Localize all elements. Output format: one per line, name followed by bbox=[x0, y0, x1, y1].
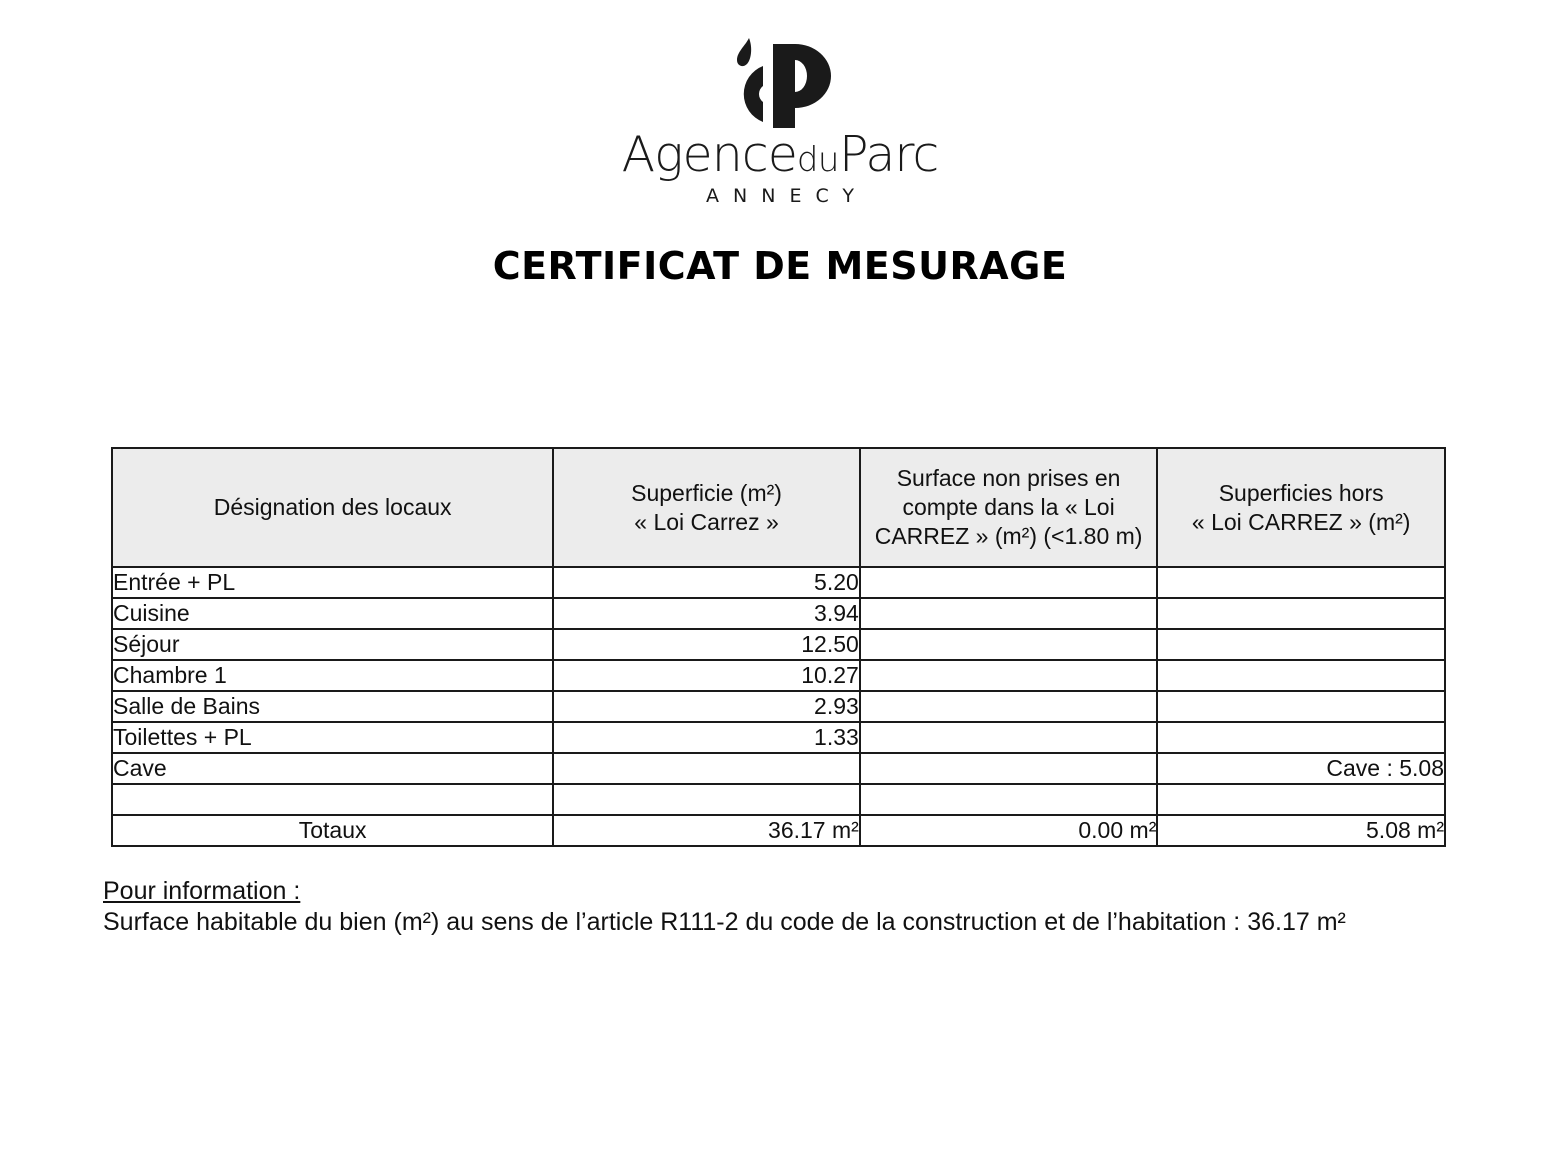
table-row bbox=[112, 567, 1445, 598]
brand-city: ANNECY bbox=[706, 185, 868, 207]
row-carrez: 10.27 bbox=[553, 660, 860, 691]
header-non-prises: Surface non prises en compte dans la « Loi CARREZ » (m²) (<1.80 m) bbox=[860, 448, 1158, 567]
row-non-prises bbox=[860, 629, 1158, 660]
row-hors bbox=[1157, 598, 1445, 629]
totals-carrez: 36.17 m² bbox=[553, 815, 860, 846]
document-title: CERTIFICAT DE MESURAGE bbox=[492, 244, 1068, 288]
table-row bbox=[112, 753, 1445, 784]
header-hors bbox=[1157, 448, 1445, 567]
header-carrez bbox=[553, 448, 860, 567]
brand-parc: Parc bbox=[838, 126, 939, 183]
brand-du: du bbox=[796, 140, 839, 180]
header-carrez-line1: Superficie (m²) bbox=[631, 479, 782, 506]
row-non-prises bbox=[860, 598, 1158, 629]
agency-logo bbox=[0, 36, 1560, 207]
row-hors: Cave : 5.08 bbox=[1157, 753, 1445, 784]
row-designation: Toilettes + PL bbox=[112, 722, 553, 753]
info-heading: Pour information : bbox=[103, 877, 301, 905]
row-non-prises bbox=[860, 784, 1158, 815]
row-carrez: 1.33 bbox=[553, 722, 860, 753]
header-hors-line2: « Loi CARREZ » (m²) bbox=[1191, 508, 1411, 535]
table-row bbox=[112, 598, 1445, 629]
row-non-prises bbox=[860, 722, 1158, 753]
totals-row bbox=[112, 815, 1445, 846]
row-carrez bbox=[553, 784, 860, 815]
totals-hors: 5.08 m² bbox=[1157, 815, 1445, 846]
row-hors bbox=[1157, 722, 1445, 753]
row-designation: Chambre 1 bbox=[112, 660, 553, 691]
table-row bbox=[112, 722, 1445, 753]
totals-label: Totaux bbox=[112, 815, 553, 846]
table-row bbox=[112, 629, 1445, 660]
info-section bbox=[103, 876, 1453, 938]
table-row bbox=[112, 691, 1445, 722]
totals-non-prises: 0.00 m² bbox=[860, 815, 1158, 846]
row-designation: Séjour bbox=[112, 629, 553, 660]
row-designation: Cave bbox=[112, 753, 553, 784]
row-non-prises bbox=[860, 660, 1158, 691]
brand-name bbox=[0, 126, 1560, 183]
row-designation: Salle de Bains bbox=[112, 691, 553, 722]
row-designation: Entrée + PL bbox=[112, 567, 553, 598]
row-non-prises bbox=[860, 691, 1158, 722]
table-row bbox=[112, 660, 1445, 691]
table-header-row bbox=[112, 448, 1445, 567]
ap-monogram-icon bbox=[715, 36, 845, 128]
row-non-prises bbox=[860, 753, 1158, 784]
row-hors bbox=[1157, 784, 1445, 815]
row-hors bbox=[1157, 567, 1445, 598]
info-text: Surface habitable du bien (m²) au sens de l’article R111-2 du code de la construction et de l’habitation : 36.17 m² bbox=[103, 908, 1346, 936]
row-carrez: 5.20 bbox=[553, 567, 860, 598]
row-carrez: 3.94 bbox=[553, 598, 860, 629]
brand-agence: Agence bbox=[621, 126, 797, 183]
header-carrez-line2: « Loi Carrez » bbox=[634, 508, 779, 535]
row-hors bbox=[1157, 691, 1445, 722]
header-hors-line1: Superficies hors bbox=[1218, 479, 1384, 506]
row-hors bbox=[1157, 660, 1445, 691]
table-row bbox=[112, 784, 1445, 815]
row-non-prises bbox=[860, 567, 1158, 598]
row-carrez: 12.50 bbox=[553, 629, 860, 660]
header-designation: Désignation des locaux bbox=[112, 448, 553, 567]
row-carrez: 2.93 bbox=[553, 691, 860, 722]
row-carrez bbox=[553, 753, 860, 784]
row-designation bbox=[112, 784, 553, 815]
measurement-table bbox=[111, 447, 1446, 847]
row-hors bbox=[1157, 629, 1445, 660]
row-designation: Cuisine bbox=[112, 598, 553, 629]
